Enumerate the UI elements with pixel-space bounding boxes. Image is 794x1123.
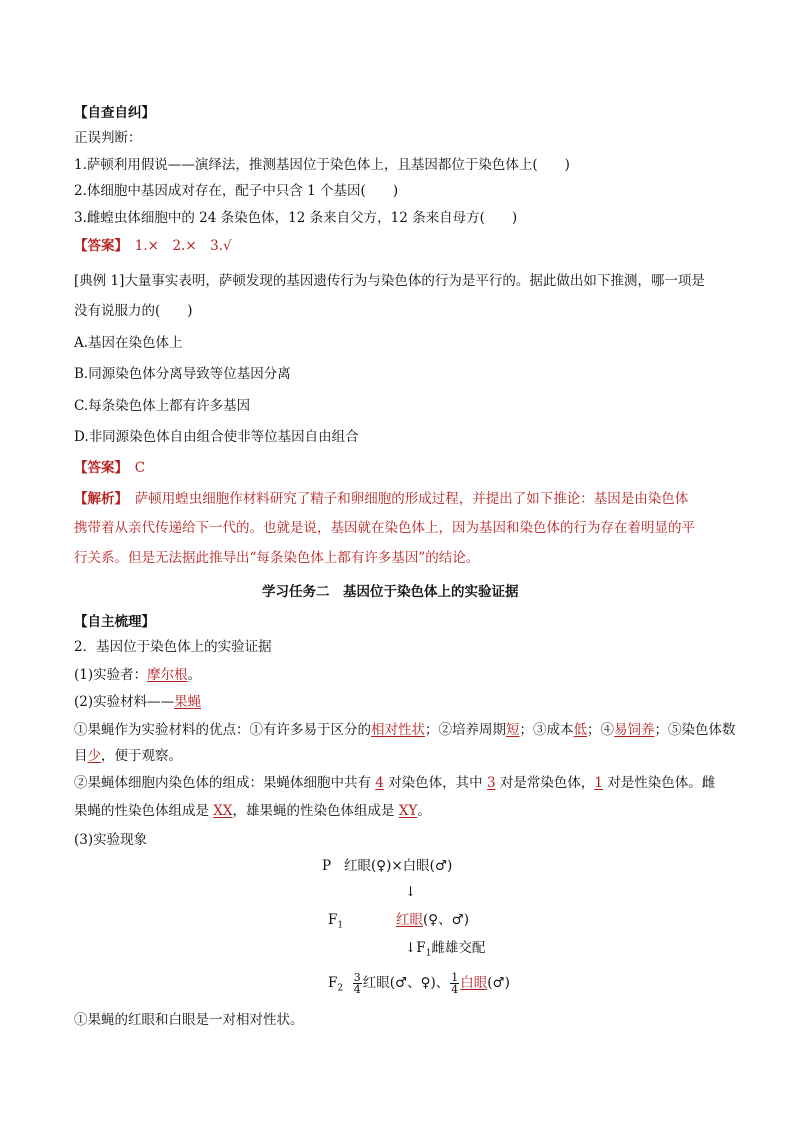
material-value: 果蝇 <box>174 694 202 710</box>
self-check-item-3: 3.雌蝗虫体细胞中的 24 条染色体，12 条来自父方，12 条来自母方( ) <box>74 210 518 226</box>
arrow2-mating: 雌雄交配 <box>431 940 486 956</box>
chrom-text-3: 对是常染色体， <box>495 775 595 791</box>
example-question-line-1: [典例 1]大量事实表明，萨顿发现的基因遗传行为与染色体的行为是平行的。据此做出如下推测，哪一项是 <box>74 273 705 289</box>
analysis-line-1 <box>74 489 688 509</box>
chrom-text-4: 对是性染色体。雌 <box>602 775 716 791</box>
f2-fraction-red <box>353 972 362 995</box>
chrom-count-autosome: 3 <box>486 775 496 791</box>
chrom-count-sex: 1 <box>594 775 603 791</box>
analysis-text-1: 萨顿用蝗虫细胞作材料研究了精子和卵细胞的形成过程，并提出了如下推论：基因是由染色体 <box>121 491 689 507</box>
experimenter-line <box>74 665 201 685</box>
answer-label: 【答案】 <box>74 460 122 476</box>
adv-short: 短 <box>506 722 520 738</box>
advantages-line-2 <box>74 746 182 766</box>
adv-text-2: ；②培养周期 <box>425 722 506 738</box>
f1-phenotype: 红眼 <box>396 912 423 928</box>
cross-p-row <box>322 856 452 876</box>
material-prefix: (2)实验材料—— <box>74 694 175 710</box>
arrow2-text: ↓F <box>405 940 426 956</box>
example-option-c: C.每条染色体上都有许多基因 <box>74 398 251 414</box>
f1-sex: (♀、♂) <box>423 912 470 928</box>
adv-prefix: ①果蝇作为实验材料的优点：①有许多易于区分的 <box>74 722 371 738</box>
cross-f1-row <box>396 910 469 930</box>
example-option-a: A.基因在染色体上 <box>74 335 183 351</box>
frac-white-num: 1 <box>451 971 459 984</box>
adv-line2-prefix: 目 <box>74 748 88 764</box>
chrom-text-1: ②果蝇体细胞内染色体的组成：果蝇体细胞中共有 <box>74 775 376 791</box>
self-check-heading: 【自查自纠】 <box>74 105 155 121</box>
f2-label-letter: F <box>328 975 338 991</box>
self-check-item-1: 1.萨顿利用假说——演绎法，推测基因位于染色体上，且基因都位于染色体上( ) <box>74 157 570 173</box>
chrom-line2-text-2: ，雄果蝇的性染色体组成是 <box>232 803 399 819</box>
adv-text-5: ；⑤染色体数 <box>654 722 736 738</box>
chrom-male: XY <box>398 803 418 819</box>
adv-text-4: ；④ <box>587 722 614 738</box>
example-answer <box>74 458 145 478</box>
task-title: 学习任务二 基因位于染色体上的实验证据 <box>262 584 519 600</box>
experimenter-value: 摩尔根 <box>147 667 188 683</box>
task-heading: 【自主梳理】 <box>74 614 155 630</box>
experimenter-suffix: 。 <box>187 667 202 683</box>
experimenter-prefix: (1)实验者： <box>74 667 148 683</box>
note-1: ①果蝇的红眼和白眼是一对相对性状。 <box>74 1012 304 1028</box>
chrom-line2-text-3: 。 <box>417 803 431 819</box>
adv-text-3: ；③成本 <box>519 722 574 738</box>
chromosome-line-2 <box>74 801 431 821</box>
example-option-b: B.同源染色体分离导致等位基因分离 <box>74 366 291 382</box>
material-line <box>74 692 201 712</box>
f2-label-sub: 2 <box>337 983 344 994</box>
adv-low: 低 <box>573 722 587 738</box>
cross-f1-label <box>328 910 343 936</box>
frac-white-den: 4 <box>451 983 459 996</box>
chrom-text-2: 对染色体，其中 <box>383 775 487 791</box>
example-question-line-2: 没有说服力的( ) <box>74 303 193 319</box>
answer-text: 1.× 2.× 3.√ <box>121 238 232 254</box>
f1-label-letter: F <box>328 912 338 928</box>
frac-red-den: 4 <box>353 983 361 996</box>
answer-text: C <box>121 460 146 476</box>
f2-white-text: 白眼 <box>460 975 488 991</box>
chromosome-line-1 <box>74 773 715 793</box>
cross-arrow-2 <box>405 938 485 964</box>
f2-fraction-white <box>450 972 459 995</box>
answer-label: 【答案】 <box>74 238 122 254</box>
cross-arrow-1: ↓ <box>405 884 417 900</box>
chrom-count-total: 4 <box>375 775 384 791</box>
analysis-label: 【解析】 <box>74 491 122 507</box>
analysis-line-2: 携带着从亲代传递给下一代的。也就是说，基因就在染色体上，因为基因和染色体的行为存在着明显的平 <box>74 520 695 536</box>
f1-label-sub: 1 <box>337 920 344 931</box>
self-check-intro: 正误判断： <box>74 130 142 146</box>
cross-p-text: 红眼(♀)×白眼(♂) <box>343 858 453 874</box>
cross-f2-row <box>328 972 510 999</box>
frac-red-num: 3 <box>353 971 361 984</box>
arrow2-sub: 1 <box>425 948 432 959</box>
adv-feed: 易饲养 <box>614 722 655 738</box>
analysis-line-3: 行关系。但是无法据此推导出“每条染色体上都有许多基因”的结论。 <box>74 550 480 566</box>
phenomenon-heading: (3)实验现象 <box>74 832 148 848</box>
advantages-line-1 <box>74 720 736 740</box>
chrom-female: XX <box>213 803 233 819</box>
cross-p-label: P <box>322 858 332 874</box>
self-check-item-2: 2.体细胞中基因成对存在，配子中只含 1 个基因( ) <box>74 183 399 199</box>
adv-trait: 相对性状 <box>371 722 425 738</box>
f2-red-text: 红眼(♂、♀)、 <box>362 975 450 991</box>
self-check-answer <box>74 236 232 256</box>
section-title: 2．基因位于染色体上的实验证据 <box>74 639 272 655</box>
adv-line2-suffix: ，便于观察。 <box>101 748 182 764</box>
adv-few: 少 <box>87 748 101 764</box>
example-option-d: D.非同源染色体自由组合使非等位基因自由组合 <box>74 429 359 445</box>
f2-white-sex: (♂) <box>487 975 510 991</box>
chrom-line2-text-1: 果蝇的性染色体组成是 <box>74 803 214 819</box>
